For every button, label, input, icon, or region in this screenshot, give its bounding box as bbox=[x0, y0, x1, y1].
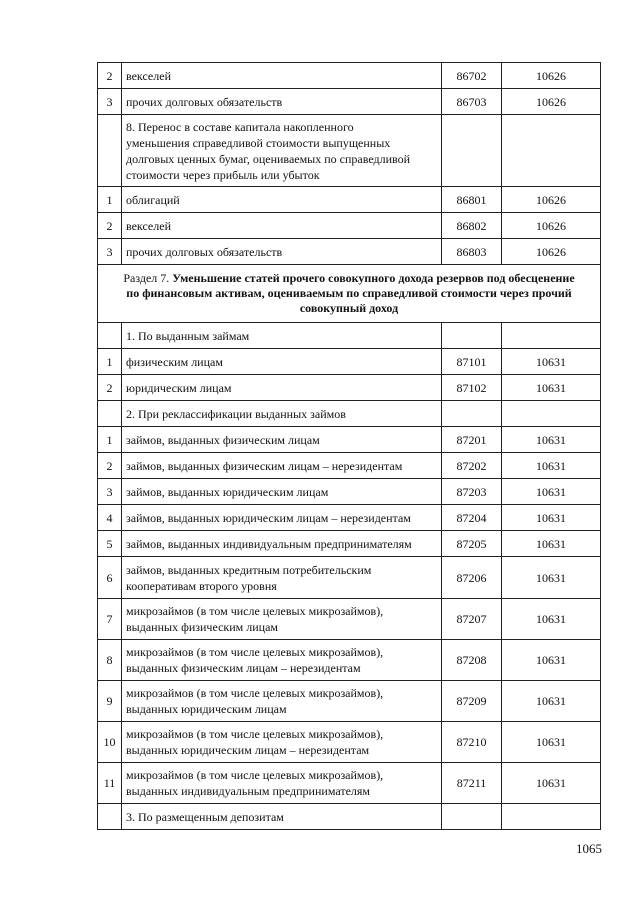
table-row bbox=[98, 681, 601, 722]
account-number: 86801 bbox=[442, 187, 502, 213]
account-number: 87202 bbox=[442, 453, 502, 479]
symbol-code: 10631 bbox=[502, 349, 601, 375]
table-row bbox=[98, 722, 601, 763]
row-name: микрозаймов (в том числе целевых микрозаймов), выданных юридическим лицам bbox=[122, 681, 442, 722]
table-row bbox=[98, 599, 601, 640]
symbol-code: 10631 bbox=[502, 479, 601, 505]
table-row bbox=[98, 63, 601, 89]
symbol-code: 10631 bbox=[502, 453, 601, 479]
symbol-code: 10631 bbox=[502, 763, 601, 804]
row-name: юридическим лицам bbox=[122, 375, 442, 401]
row-name: микрозаймов (в том числе целевых микрозаймов), выданных физическим лицам bbox=[122, 599, 442, 640]
row-number: 3 bbox=[98, 239, 122, 265]
page-number: 1065 bbox=[576, 841, 602, 856]
row-name: прочих долговых обязательств bbox=[122, 89, 442, 115]
section-heading-row bbox=[98, 265, 601, 323]
table-row bbox=[98, 505, 601, 531]
account-number: 87211 bbox=[442, 763, 502, 804]
account-number: 87101 bbox=[442, 349, 502, 375]
group-header-row bbox=[98, 115, 601, 187]
account-number: 87205 bbox=[442, 531, 502, 557]
symbol-code: 10631 bbox=[502, 531, 601, 557]
row-number: 5 bbox=[98, 531, 122, 557]
row-name: займов, выданных юридическим лицам – нерезидентам bbox=[122, 505, 442, 531]
symbol-code: 10631 bbox=[502, 599, 601, 640]
row-name: векселей bbox=[122, 213, 442, 239]
group-title: 2. При реклассификации выданных займов bbox=[122, 401, 442, 427]
accounts-table bbox=[97, 62, 601, 830]
table-row bbox=[98, 557, 601, 599]
symbol-code: 10626 bbox=[502, 187, 601, 213]
row-name: займов, выданных индивидуальным предпринимателям bbox=[122, 531, 442, 557]
row-number: 2 bbox=[98, 63, 122, 89]
account-number: 87210 bbox=[442, 722, 502, 763]
row-number: 3 bbox=[98, 89, 122, 115]
table-row bbox=[98, 479, 601, 505]
row-number: 1 bbox=[98, 349, 122, 375]
row-number: 1 bbox=[98, 427, 122, 453]
row-name: займов, выданных физическим лицам – нерезидентам bbox=[122, 453, 442, 479]
row-name: займов, выданных кредитным потребительским кооперативам второго уровня bbox=[122, 557, 442, 599]
row-number: 1 bbox=[98, 187, 122, 213]
table-row bbox=[98, 763, 601, 804]
symbol-code: 10626 bbox=[502, 239, 601, 265]
group-title: 3. По размещенным депозитам bbox=[122, 804, 442, 830]
row-name: займов, выданных юридическим лицам bbox=[122, 479, 442, 505]
account-number: 86803 bbox=[442, 239, 502, 265]
symbol-code: 10631 bbox=[502, 722, 601, 763]
table-row bbox=[98, 187, 601, 213]
account-number: 87203 bbox=[442, 479, 502, 505]
row-number: 2 bbox=[98, 375, 122, 401]
account-number: 87208 bbox=[442, 640, 502, 681]
table-row bbox=[98, 427, 601, 453]
account-number: 87209 bbox=[442, 681, 502, 722]
account-number: 87206 bbox=[442, 557, 502, 599]
row-number: 2 bbox=[98, 453, 122, 479]
table-row bbox=[98, 375, 601, 401]
group-title: 1. По выданным займам bbox=[122, 323, 442, 349]
symbol-code: 10631 bbox=[502, 681, 601, 722]
table-row bbox=[98, 213, 601, 239]
row-name: микрозаймов (в том числе целевых микрозаймов), выданных индивидуальным предпринимателям bbox=[122, 763, 442, 804]
symbol-code: 10626 bbox=[502, 63, 601, 89]
group-header-row bbox=[98, 804, 601, 830]
row-number: 11 bbox=[98, 763, 122, 804]
account-number: 86703 bbox=[442, 89, 502, 115]
group-header-row bbox=[98, 401, 601, 427]
account-number: 87207 bbox=[442, 599, 502, 640]
account-number: 87204 bbox=[442, 505, 502, 531]
row-name: облигаций bbox=[122, 187, 442, 213]
section-heading: Раздел 7. Уменьшение статей прочего совокупного дохода резервов под обесценение по финансовым активам, оцениваемым по справедливой стоимости через прочий совокупный доход bbox=[98, 265, 601, 323]
row-name: микрозаймов (в том числе целевых микрозаймов), выданных физическим лицам – нерезидентам bbox=[122, 640, 442, 681]
account-number: 87201 bbox=[442, 427, 502, 453]
account-number: 86802 bbox=[442, 213, 502, 239]
table-row bbox=[98, 239, 601, 265]
row-number: 7 bbox=[98, 599, 122, 640]
table-row bbox=[98, 89, 601, 115]
row-name: микрозаймов (в том числе целевых микрозаймов), выданных юридическим лицам – нерезидентам bbox=[122, 722, 442, 763]
group-title: 8. Перенос в составе капитала накопленного уменьшения справедливой стоимости выпущенных долговых ценных бумаг, оцениваемых по справедливой стоимости через прибыль или убыток bbox=[122, 115, 442, 187]
table-row bbox=[98, 640, 601, 681]
row-number: 8 bbox=[98, 640, 122, 681]
row-number: 10 bbox=[98, 722, 122, 763]
symbol-code: 10631 bbox=[502, 640, 601, 681]
table-row bbox=[98, 349, 601, 375]
symbol-code: 10631 bbox=[502, 557, 601, 599]
symbol-code: 10626 bbox=[502, 89, 601, 115]
symbol-code: 10631 bbox=[502, 427, 601, 453]
account-number: 87102 bbox=[442, 375, 502, 401]
row-number: 9 bbox=[98, 681, 122, 722]
symbol-code: 10631 bbox=[502, 375, 601, 401]
row-number: 6 bbox=[98, 557, 122, 599]
row-number: 4 bbox=[98, 505, 122, 531]
group-header-row bbox=[98, 323, 601, 349]
table-row bbox=[98, 531, 601, 557]
table-row bbox=[98, 453, 601, 479]
row-name: физическим лицам bbox=[122, 349, 442, 375]
row-number: 2 bbox=[98, 213, 122, 239]
row-name: векселей bbox=[122, 63, 442, 89]
account-number: 86702 bbox=[442, 63, 502, 89]
symbol-code: 10626 bbox=[502, 213, 601, 239]
row-name: прочих долговых обязательств bbox=[122, 239, 442, 265]
row-number: 3 bbox=[98, 479, 122, 505]
symbol-code: 10631 bbox=[502, 505, 601, 531]
row-name: займов, выданных физическим лицам bbox=[122, 427, 442, 453]
